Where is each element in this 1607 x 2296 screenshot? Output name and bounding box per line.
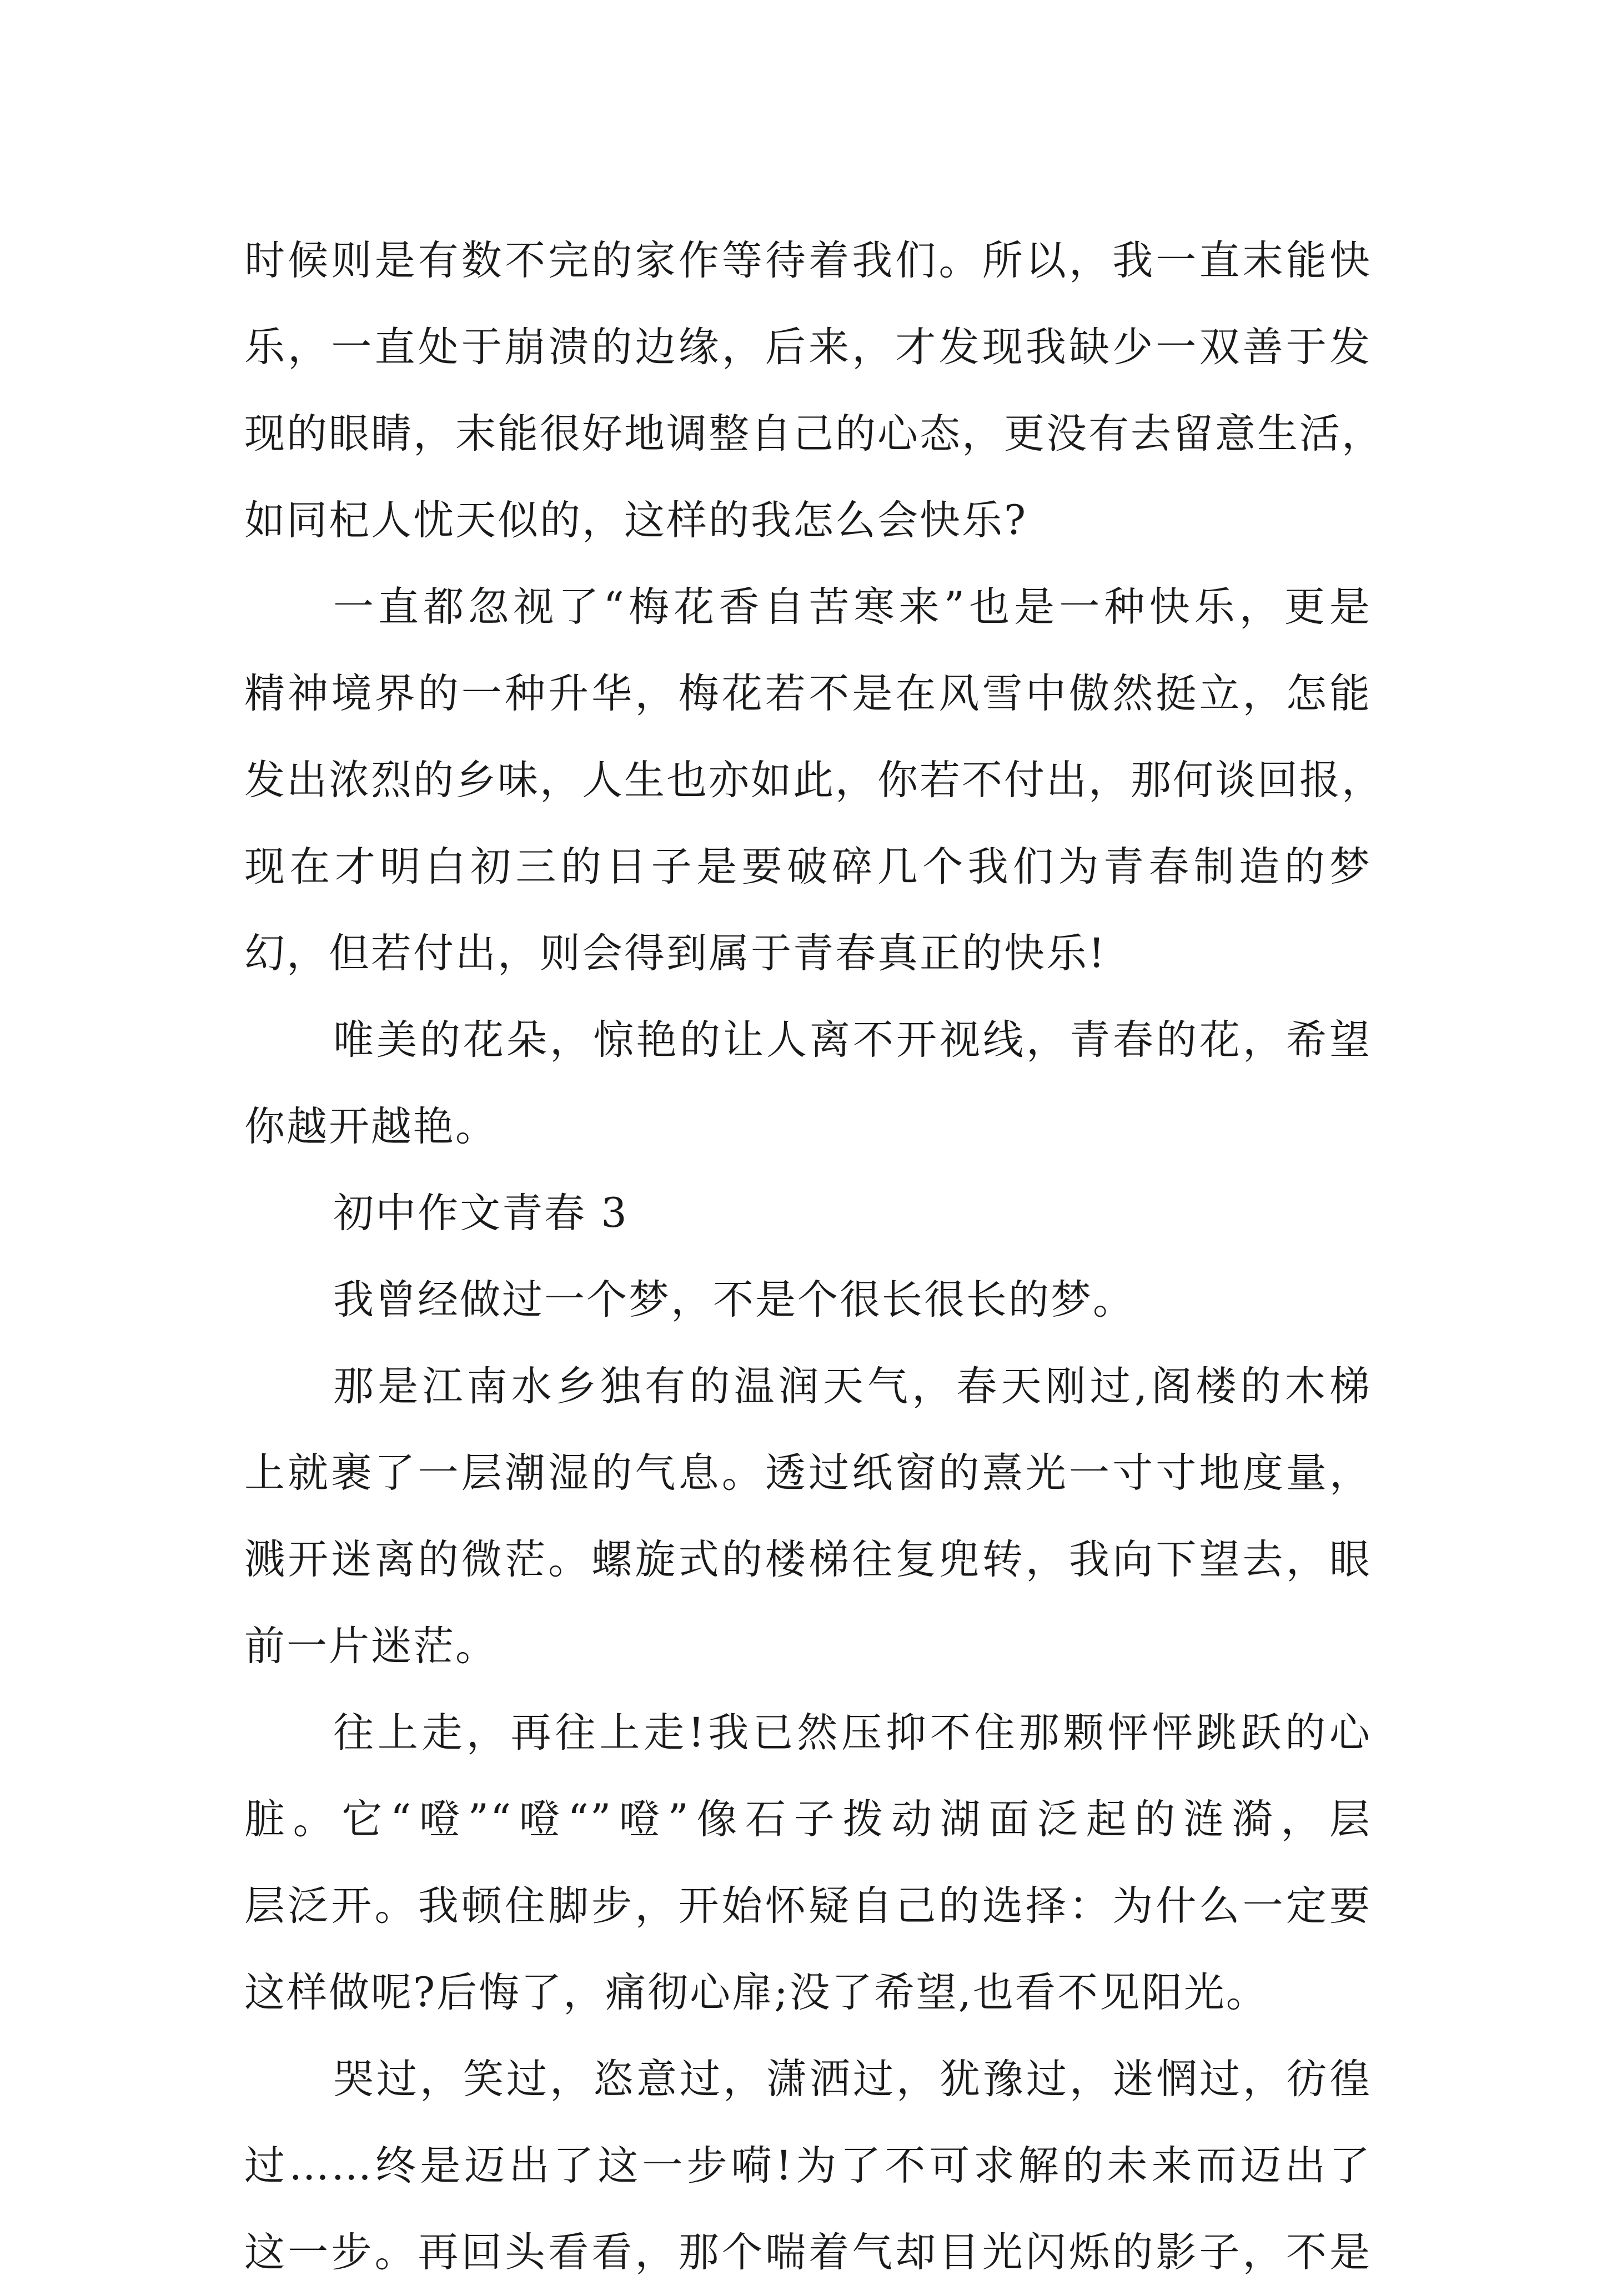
text-line: 这一步。再回头看看，那个喘着气却目光闪烁的影子，不是 (244, 2229, 1372, 2276)
paragraph-first-line: 往上走，再往上走!我已然压抑不住那颗怦怦跳跃的心 (333, 1709, 1372, 1756)
paragraph-first-line: 那是江南水乡独有的温润天气，春天刚过,阁楼的木梯 (333, 1363, 1372, 1410)
text-line: 现在才明白初三的日子是要破碎几个我们为青春制造的梦 (244, 843, 1372, 890)
text-line: 幻，但若付出，则会得到属于青春真正的快乐! (244, 930, 1107, 977)
text-line: 上就裹了一层潮湿的气息。透过纸窗的熹光一寸寸地度量， (244, 1449, 1372, 1497)
section-heading: 初中作文青春 3 (333, 1190, 629, 1237)
text-line: 你越开越艳。 (244, 1103, 498, 1150)
text-line: 层泛开。我顿住脚步，开始怀疑自己的选择：为什么一定要 (244, 1882, 1372, 1930)
text-line: 脏。它“噔”“噔“”噔”像石子拨动湖面泛起的涟漪，层 (244, 1796, 1372, 1843)
text-line: 精神境界的一种升华，梅花若不是在风雪中傲然挺立，怎能 (244, 670, 1372, 717)
text-line: 现的眼睛，末能很好地调整自己的心态，更没有去留意生活， (244, 410, 1384, 457)
text-line: 如同杞人忧天似的，这样的我怎么会快乐? (244, 497, 1028, 544)
paragraph-first-line: 我曾经做过一个梦，不是个很长很长的梦。 (333, 1276, 1135, 1323)
paragraph-first-line: 一直都忽视了“梅花香自苦寒来”也是一种快乐，更是 (333, 583, 1372, 631)
text-line: 乐，一直处于崩溃的边缘，后来，才发现我缺少一双善于发 (244, 324, 1372, 371)
body-text (244, 218, 1384, 2296)
paragraph-first-line: 唯美的花朵，惊艳的让人离不开视线，青春的花，希望 (333, 1016, 1372, 1064)
text-line: 前一片迷茫。 (244, 1623, 498, 1670)
text-line: 时候则是有数不完的家作等待着我们。所以，我一直末能快 (244, 237, 1372, 284)
text-line: 发出浓烈的乡味，人生也亦如此，你若不付出，那何谈回报， (244, 757, 1384, 804)
text-line: 这样做呢?后悔了，痛彻心扉;没了希望,也看不见阳光。 (244, 1969, 1268, 2016)
text-line: 过……终是迈出了这一步嗬!为了不可求解的未来而迈出了 (244, 2142, 1372, 2189)
paragraph-first-line: 哭过，笑过，恣意过，潇洒过，犹豫过，迷惘过，彷徨 (333, 2056, 1372, 2103)
text-line: 溅开迷离的微茫。螺旋式的楼梯往复兜转，我向下望去，眼 (244, 1536, 1372, 1583)
